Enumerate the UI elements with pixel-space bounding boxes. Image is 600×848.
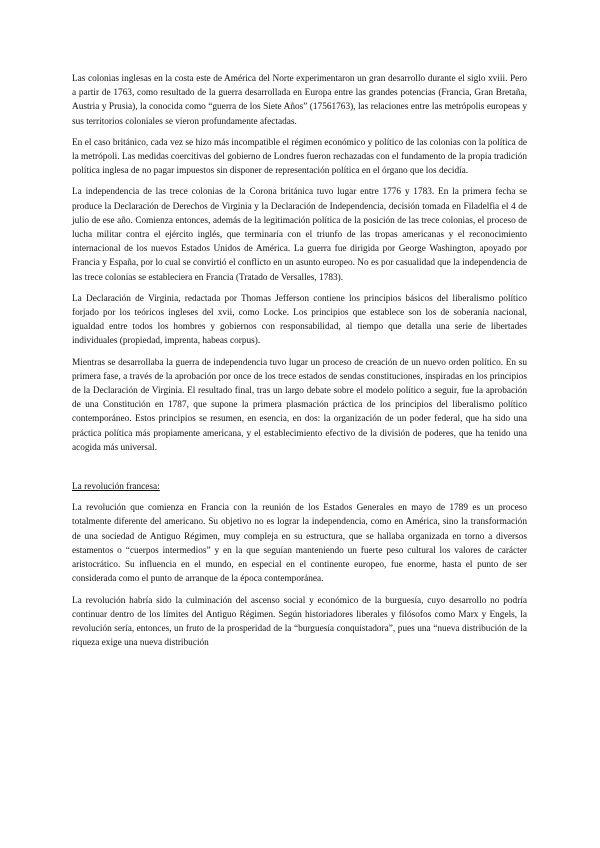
document-page (72, 72, 527, 657)
paragraph: Mientras se desarrollaba la guerra de independencia tuvo lugar un proceso de creación de un nuevo orden político. En su primera fase, a través de la aprobación por once de los trece estados de sendas constituciones, inspiradas en los principios de la Declaración de Virginia. El resultado final, tras un largo debate sobre el modelo político a seguir, fue la aprobación de una Constitución en 1787, que supone la primera plasmación práctica de los principios del liberalismo político contemporáneo. Estos principios se resumen, en esencia, en dos: la organización de un poder federal, que ha sido una práctica política más propiamente americana, y el establecimiento efectivo de la división de poderes, que ha tenido una acogida más universal. (72, 357, 527, 453)
paragraph: La revolución que comienza en Francia con la reunión de los Estados Generales en mayo de 1789 es un proceso totalmente diferente del americano. Su objetivo no es lograr la independencia, como en América, sino la transformación de una sociedad de Antiguo Régimen, muy compleja en su estructura, que se hallaba organizada en torno a diversos estamentos o “cuerpos intermedios” y en la que seguían manteniendo un fuerte peso cultural los valores de carácter aristocrático. Su influencia en el mundo, en especial en el continente europeo, fue enorme, hasta el punto de ser considerada como el punto de arranque de la época contemporánea. (72, 503, 527, 585)
paragraph: En el caso británico, cada vez se hizo más incompatible el régimen económico y político de las colonias con la política de la metrópoli. Las medidas coercitivas del gobierno de Londres fueron rechazadas con el fundamento de la propia tradición política inglesa de no pagar impuestos sin disponer de representación política en el órgano que los decidía. (72, 137, 527, 177)
section-heading: La revolución francesa: (72, 482, 160, 493)
paragraph: Las colonias inglesas en la costa este de América del Norte experimentaron un gran desarrollo durante el siglo xviii. Pero a partir de 1763, como resultado de la guerra desarrollada en Europa entre las grandes potencias (Francia, Gran Bretaña, Austria y Prusia), la conocida como “guerra de los Siete Años” (17561763), las relaciones entre las metrópolis europeas y sus territorios coloniales se vieron profundamente afectadas. (72, 74, 527, 127)
paragraph: La independencia de las trece colonias de la Corona británica tuvo lugar entre 1776 y 1783. En la primera fecha se produce la Declaración de Derechos de Virginia y la Declaración de Independencia, decisión tomada en Filadelfia el 4 de julio de ese año. Comienza entonces, además de la legitimación política de la posición de las trece colonias, el proceso de lucha militar contra el ejército inglés, que terminaría con el triunfo de las tropas americanas y el reconocimiento internacional de los nuevos Estados Unidos de América. La guerra fue dirigida por George Washington, apoyado por Francia y España, por lo cual se convirtió el conflicto en un asunto europeo. No es por casualidad que la independencia de las trece colonias se estableciera en Francia (Tratado de Versalles, 1783). (72, 187, 527, 283)
paragraph: La Declaración de Virginia, redactada por Thomas Jefferson contiene los principios básicos del liberalismo político forjado por los teóricos ingleses del xvii, como Locke. Los principios que establece son los de soberanía nacional, igualdad entre todos los hombres y gobiernos con responsabilidad, al tiempo que detalla una serie de libertades individuales (propiedad, imprenta, habeas corpus). (72, 293, 527, 347)
paragraph: La revolución habría sido la culminación del ascenso social y económico de la burguesía, cuyo desarrollo no podría continuar dentro de los límites del Antiguo Régimen. Según historiadores liberales y filósofos como Marx y Engels, la revolución sería, entonces, un fruto de la prosperidad de la “burguesía conquistadora”, pues una “nueva distribución de la riqueza exige una nueva distribución (72, 595, 527, 649)
